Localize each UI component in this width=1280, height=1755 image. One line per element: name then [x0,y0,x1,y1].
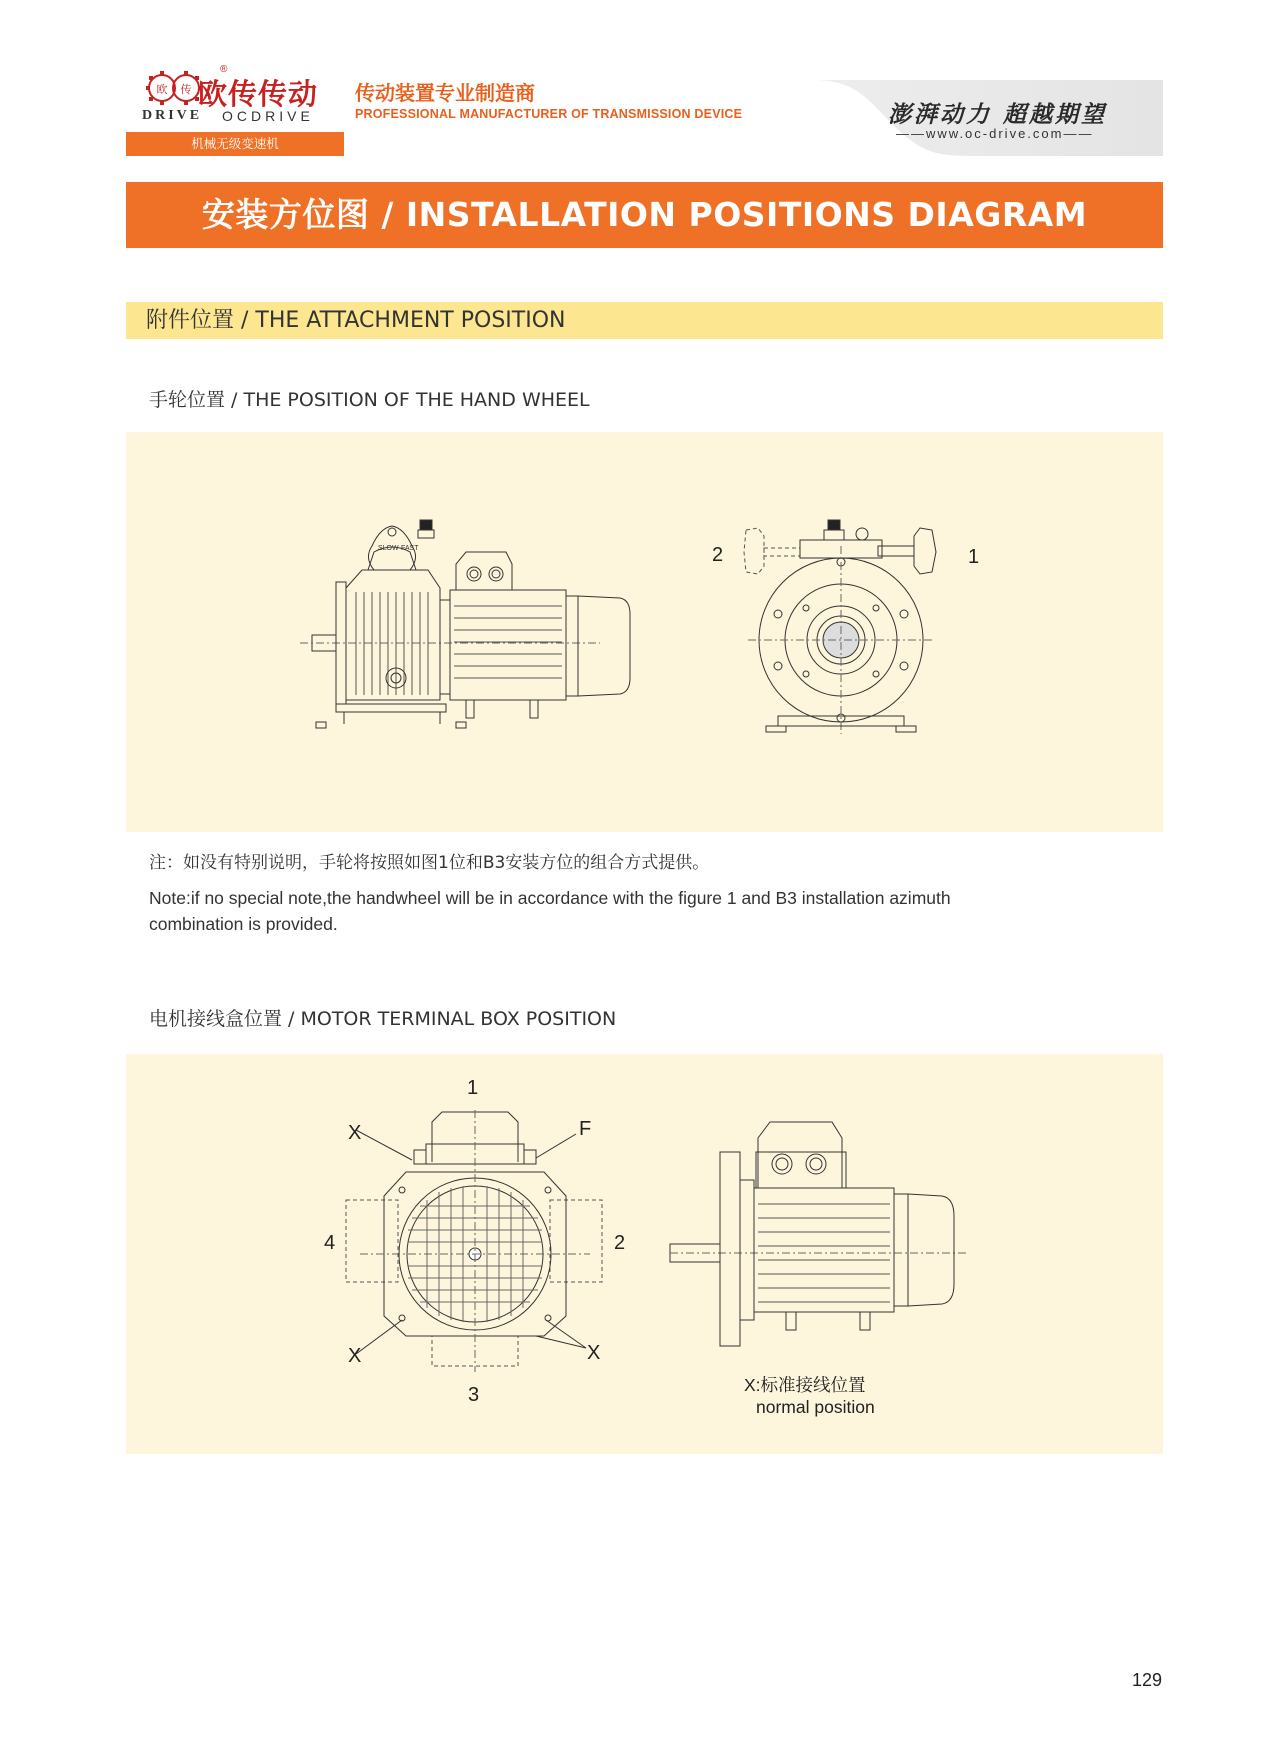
hand-wheel-heading: 手轮位置 / THE POSITION OF THE HAND WHEEL [149,389,590,411]
knob-slow-label: SLOW [378,545,399,552]
hand-wheel-position-1: 1 [968,546,980,568]
label-x-bottom-left: X [348,1345,362,1367]
hand-wheel-position-2: 2 [712,544,724,566]
logo-en-right: OCDRIVE [222,108,314,124]
label-f: F [579,1118,592,1140]
slogan: 澎湃动力 超越期望 [888,101,1108,128]
company-logo [142,64,342,128]
section-bar [126,302,1163,339]
registered-mark: ® [220,64,228,75]
category-tab-label: 机械无级变速机 [191,136,279,151]
terminal-box-heading: 电机接线盒位置 / MOTOR TERMINAL BOX POSITION [149,1008,617,1030]
tagline-cn: 传动装置专业制造商 [355,81,535,105]
hand-wheel-side-view [300,510,670,740]
hand-wheel-note-en-line2: combination is provided. [149,914,338,934]
section-title: 附件位置 / THE ATTACHMENT POSITION [146,308,566,333]
label-x-top-left: X [348,1122,362,1144]
page-title: 安装方位图 / INSTALLATION POSITIONS DIAGRAM [201,195,1088,234]
label-x-bottom-right: X [587,1342,601,1364]
legend-cn: X:标准接线位置 [744,1375,866,1395]
terminal-position-4: 4 [324,1232,336,1254]
website: ——www.oc-drive.com—— [896,126,1094,141]
terminal-position-3: 3 [468,1384,480,1406]
hand-wheel-front-view [738,516,958,738]
page-title-bar [126,182,1163,248]
logo-cn-text: 欧传传动 [198,77,319,111]
logo-badge-right: 传 [180,83,192,96]
terminal-position-1: 1 [467,1077,479,1099]
category-tab [126,132,344,156]
legend-en: normal position [756,1397,875,1417]
hand-wheel-note-cn: 注：如没有特别说明，手轮将按照如图1位和B3安装方位的组合方式提供。 [149,853,710,873]
logo-en-left: DRIVE [142,108,203,123]
terminal-box-panel [126,1054,1163,1454]
terminal-box-front-view [340,1110,608,1378]
terminal-position-2: 2 [614,1232,626,1254]
logo-badge-left: 欧 [156,83,168,96]
page-number: 129 [1132,1670,1163,1690]
hand-wheel-note-en-line1: Note:if no special note,the handwheel will be in accordance with the figure 1 and B3 installation azimuth [149,888,951,908]
knob-fast-label: FAST [401,545,419,552]
tagline-en: PROFESSIONAL MANUFACTURER OF TRANSMISSION DEVICE [355,107,743,121]
terminal-box-side-view [670,1120,970,1340]
